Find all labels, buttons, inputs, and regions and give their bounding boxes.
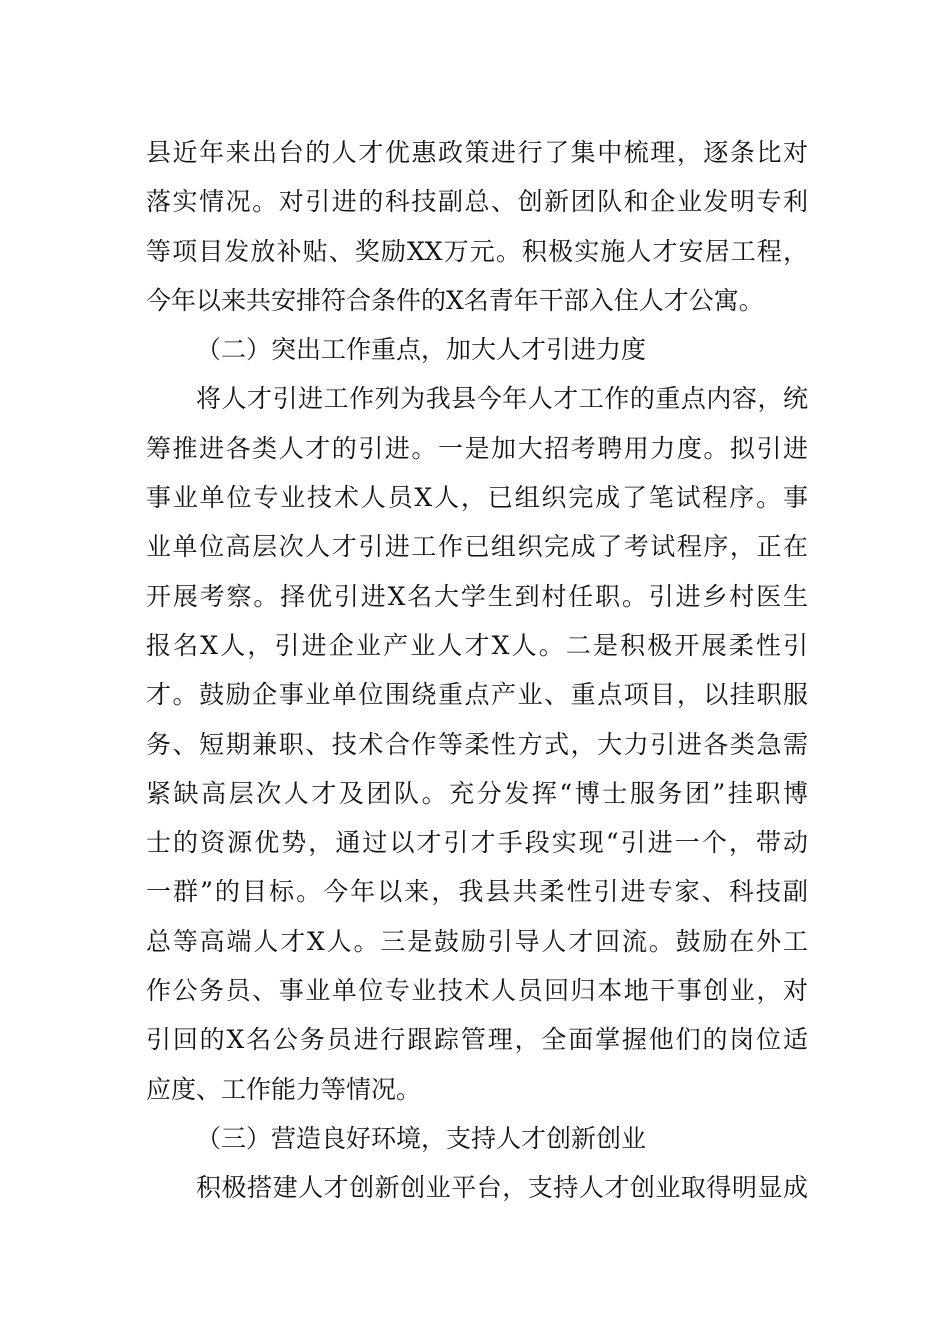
text-line: 筹推进各类人才的引进。一是加大招考聘用力度。拟引进 — [146, 433, 808, 463]
text-line: 紧缺高层次人才及团队。充分发挥“博士服务团”挂职博 — [146, 778, 808, 808]
text-line: 才。鼓励企事业单位围绕重点产业、重点项目，以挂职服 — [146, 680, 808, 710]
text-line: 落实情况。对引进的科技副总、创新团队和企业发明专利 — [146, 187, 808, 217]
text-line: 等项目发放补贴、奖励XX万元。积极实施人才安居工程， — [146, 236, 808, 266]
text-line: 务、短期兼职、技术合作等柔性方式，大力引进各类急需 — [146, 729, 808, 759]
text-line: 报名X人，引进企业产业人才X人。二是积极开展柔性引 — [146, 630, 808, 660]
text-line: 作公务员、事业单位专业技术人员回归本地干事创业，对 — [146, 976, 808, 1006]
text-line: 积极搭建人才创新创业平台，支持人才创业取得明显成 — [196, 1173, 808, 1203]
text-line: 开展考察。择优引进X名大学生到村任职。引进乡村医生 — [146, 581, 808, 611]
document-body — [146, 128, 808, 1213]
text-line: 应度、工作能力等情况。 — [146, 1074, 422, 1104]
text-line: 业单位高层次人才引进工作已组织完成了考试程序，正在 — [146, 532, 808, 562]
text-line: 县近年来出台的人才优惠政策进行了集中梳理，逐条比对 — [146, 138, 808, 167]
text-line: 事业单位专业技术人员X人，已组织完成了笔试程序。事 — [146, 483, 808, 513]
text-line: 总等高端人才X人。三是鼓励引导人才回流。鼓励在外工 — [146, 926, 808, 956]
section-heading: （三）营造良好环境，支持人才创新创业 — [196, 1123, 647, 1153]
section-heading: （二）突出工作重点，加大人才引进力度 — [196, 335, 647, 365]
text-line: 引回的X名公务员进行跟踪管理，全面掌握他们的岗位适 — [146, 1025, 808, 1055]
text-line: 今年以来共安排符合条件的X名青年干部入住人才公寓。 — [146, 285, 764, 315]
text-line: 一群”的目标。今年以来，我县共柔性引进专家、科技副 — [146, 877, 808, 907]
text-line: 士的资源优势，通过以才引才手段实现“引进一个，带动 — [146, 828, 808, 858]
text-line: 将人才引进工作列为我县今年人才工作的重点内容，统 — [196, 384, 808, 414]
